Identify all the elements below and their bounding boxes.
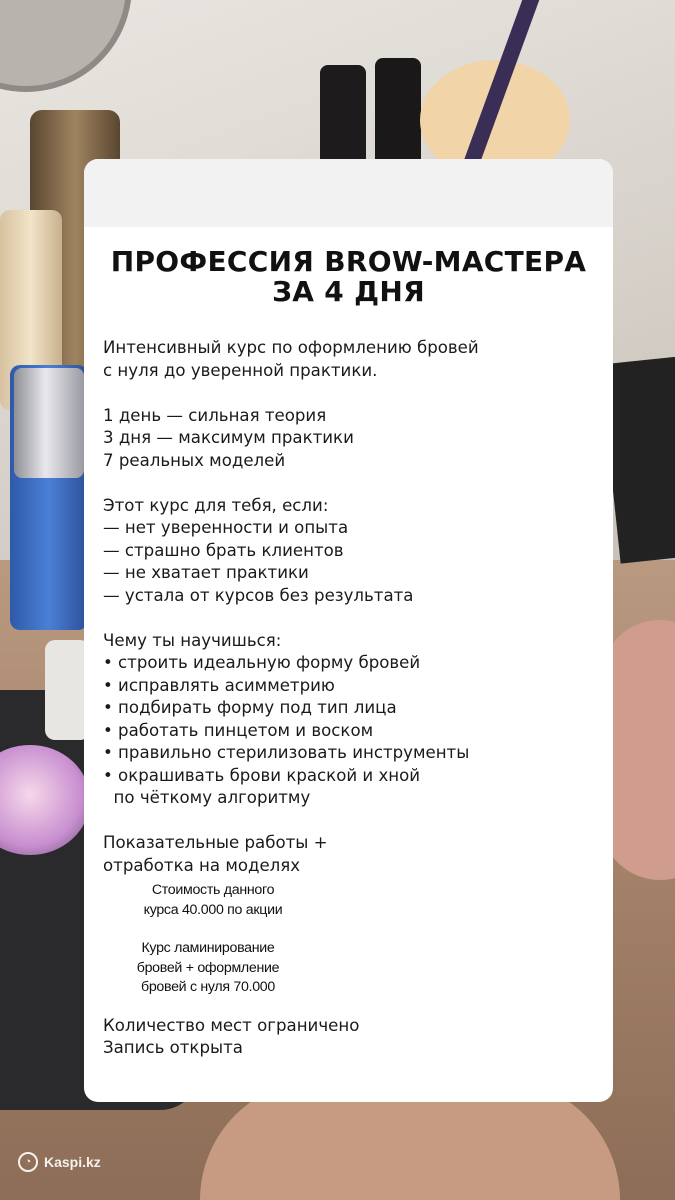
schedule-line: 7 реальных моделей	[103, 450, 286, 470]
demo-line: отработка на моделях	[103, 855, 301, 875]
kaspi-logo-icon: ◔	[18, 1152, 38, 1172]
learn-item: • правильно стерилизовать инструменты	[103, 743, 470, 762]
course-title	[84, 247, 613, 307]
promo-card	[84, 159, 613, 1102]
learn-item: • строить идеальную форму бровей	[103, 653, 421, 672]
for-you-item: — страшно брать клиентов	[103, 540, 344, 560]
lamination-note-line: Курс ламинирование	[141, 940, 275, 956]
schedule-line: 1 день — сильная теория	[103, 405, 327, 425]
lamination-note-line: бровей + оформление	[136, 959, 280, 976]
for-you-heading: Этот курс для тебя, если:	[103, 495, 329, 515]
closing-line: Запись открыта	[103, 1038, 243, 1057]
learn-heading: Чему ты научишься:	[103, 630, 282, 650]
price-note	[108, 881, 318, 920]
card-header-strip	[84, 159, 613, 227]
learn-item: • подбирать форму под тип лица	[103, 698, 397, 717]
demo-line: Показательные работы +	[103, 833, 328, 852]
learn-item: • исправлять асимметрию	[103, 675, 335, 695]
price-note-line: курса 40.000 по акции	[143, 901, 283, 918]
intro-line: с нуля до уверенной практики.	[103, 360, 378, 380]
price-note-line: Стоимость данного	[151, 882, 275, 898]
intro-line: Интенсивный курс по оформлению бровей	[103, 338, 479, 357]
kaspi-watermark	[18, 1152, 101, 1172]
title-line-2: ЗА 4 ДНЯ	[272, 275, 425, 308]
lamination-note-line: бровей с нуля 70.000	[141, 979, 275, 995]
card-body	[103, 337, 603, 1060]
learn-item: • работать пинцетом и воском	[103, 720, 374, 740]
watermark-text: Kaspi.kz	[44, 1154, 101, 1170]
title-line-1: ПРОФЕССИЯ BROW-МАСТЕРА	[110, 245, 587, 278]
schedule-line: 3 дня — максимум практики	[103, 428, 354, 447]
for-you-item: — не хватает практики	[103, 563, 309, 582]
learn-item: • окрашивать брови краской и хной	[103, 765, 421, 785]
for-you-item: — устала от курсов без результата	[103, 585, 414, 605]
for-you-item: — нет уверенности и опыта	[103, 518, 349, 537]
background-tube-cap	[14, 368, 84, 478]
learn-item: по чёткому алгоритму	[103, 788, 311, 807]
lamination-note	[103, 939, 313, 998]
closing-line: Количество мест ограничено	[103, 1015, 360, 1035]
